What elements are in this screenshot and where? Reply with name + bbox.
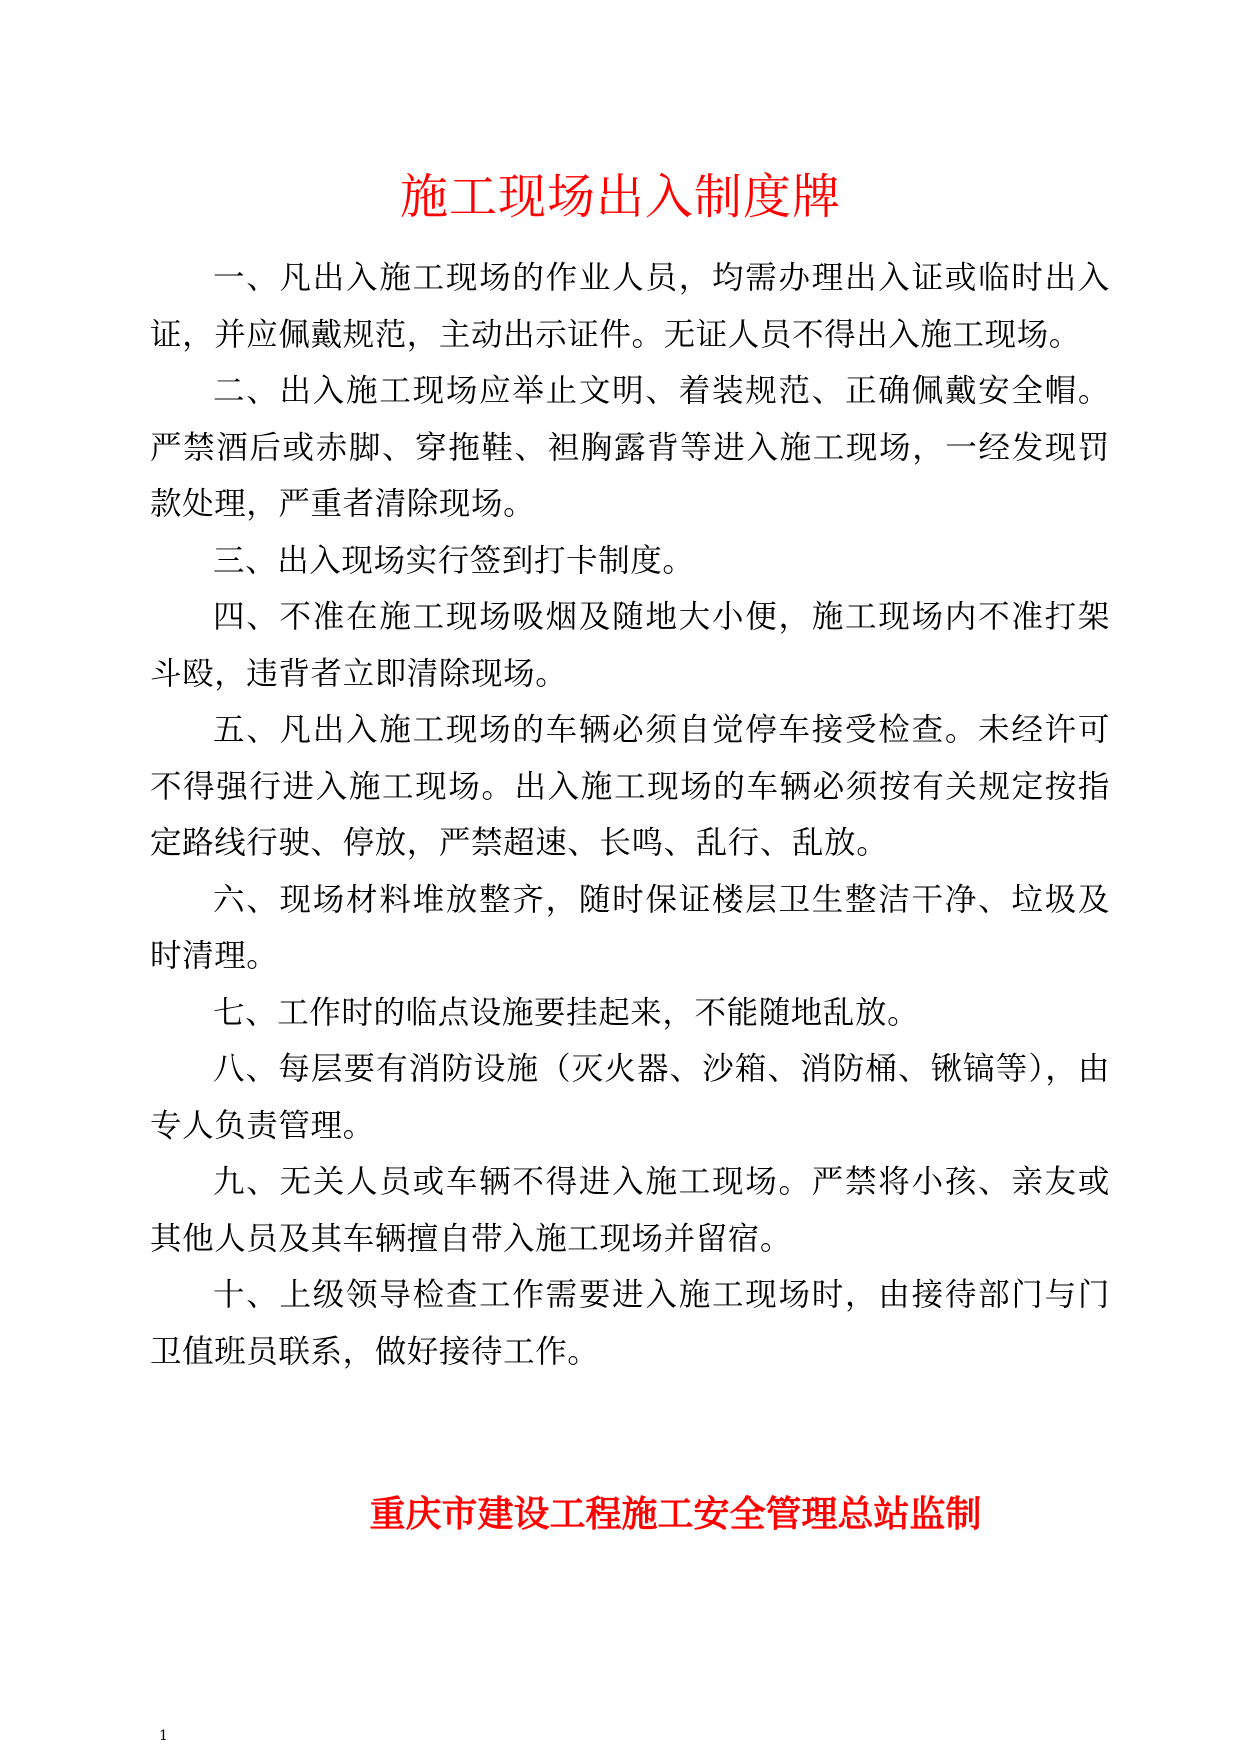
rule-item-1: 一、凡出入施工现场的作业人员，均需办理出入证或临时出入证，并应佩戴规范，主动出示证件。无证人员不得出入施工现场。: [150, 260, 1110, 353]
issuing-organization: 重庆市建设工程施工安全管理总站监制: [369, 1493, 982, 1535]
rule-item-3: 三、出入现场实行签到打卡制度。: [213, 542, 695, 579]
rules-list: [150, 250, 1110, 1380]
rule-item-6: 六、现场材料堆放整齐，随时保证楼层卫生整洁干净、垃圾及时清理。: [150, 881, 1110, 974]
rule-item-7: 七、工作时的临点设施要挂起来，不能随地乱放。: [213, 994, 920, 1031]
rule-item-4: 四、不准在施工现场吸烟及随地大小便，施工现场内不准打架斗殴，违背者立即清除现场。: [150, 599, 1110, 692]
page-number: 1: [159, 1728, 168, 1744]
rule-item-8: 八、每层要有消防设施（灭火器、沙箱、消防桶、锹镐等），由专人负责管理。: [150, 1051, 1110, 1144]
rule-item-10: 十、上级领导检查工作需要进入施工现场时，由接待部门与门卫值班员联系，做好接待工作。: [150, 1277, 1110, 1370]
rule-item-2: 二、出入施工现场应举止文明、着装规范、正确佩戴安全帽。严禁酒后或赤脚、穿拖鞋、袒胸露背等进入施工现场，一经发现罚款处理，严重者清除现场。: [150, 373, 1110, 522]
document-title: 施工现场出入制度牌: [399, 169, 841, 225]
rule-item-5: 五、凡出入施工现场的车辆必须自觉停车接受检查。未经许可不得强行进入施工现场。出入施工现场的车辆必须按有关规定按指定路线行驶、停放，严禁超速、长鸣、乱行、乱放。: [150, 712, 1110, 861]
rule-item-9: 九、无关人员或车辆不得进入施工现场。严禁将小孩、亲友或其他人员及其车辆擅自带入施工现场并留宿。: [150, 1164, 1110, 1257]
